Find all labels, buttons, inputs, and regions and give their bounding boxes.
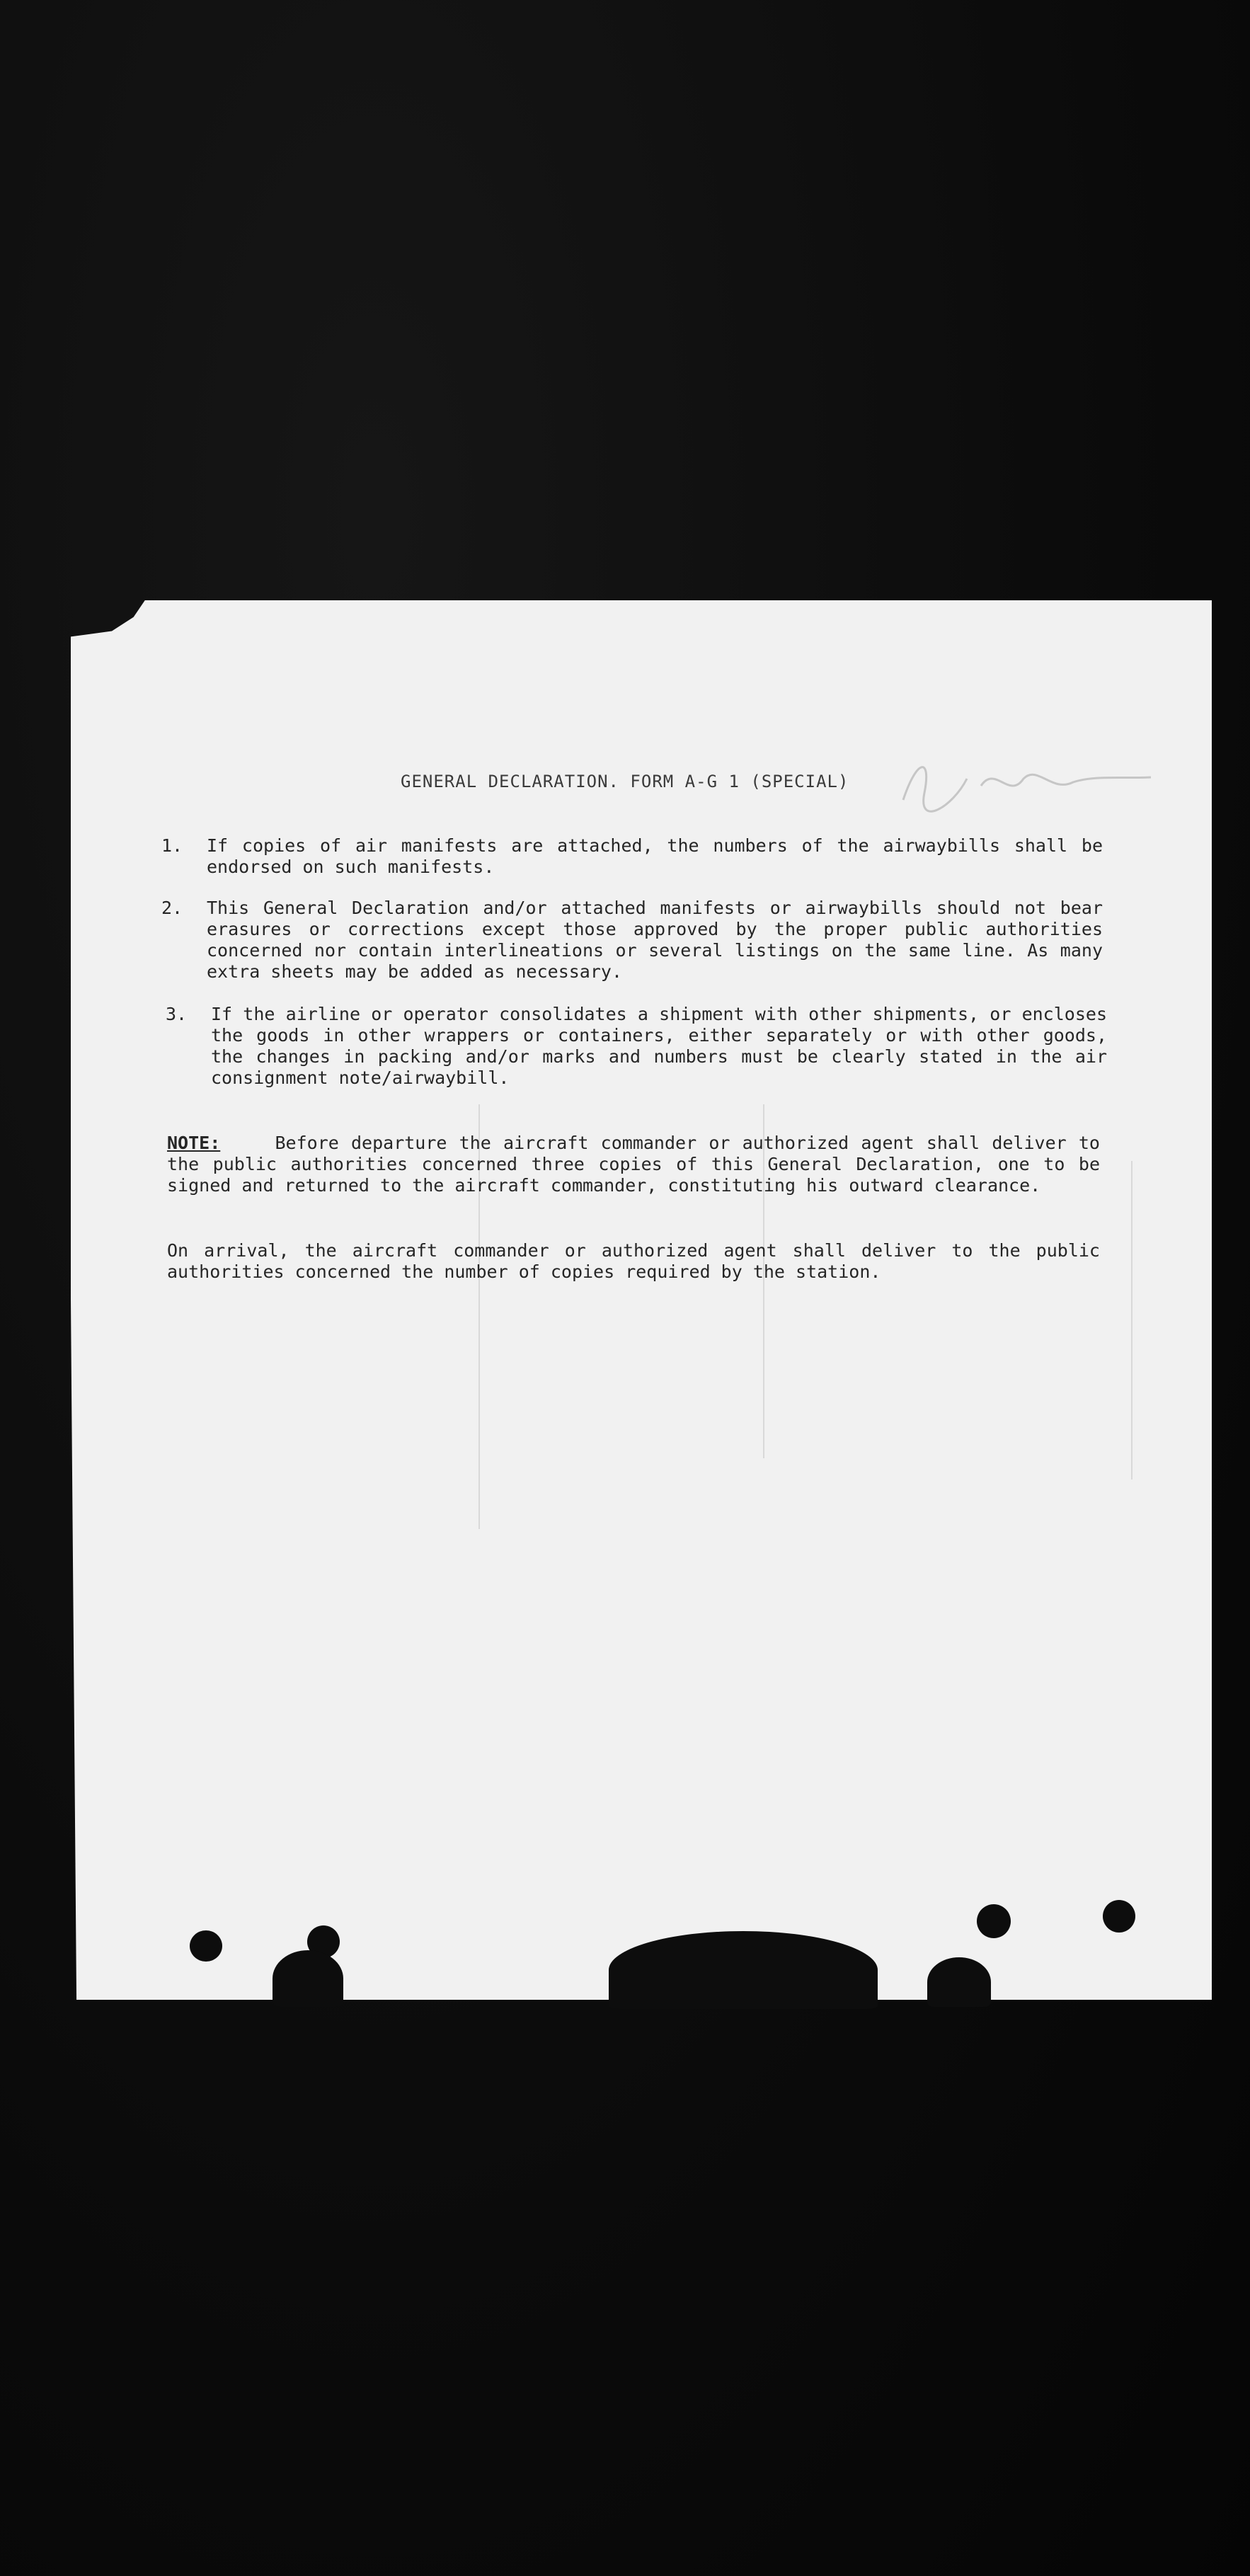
- note-paragraph: [167, 1133, 1100, 1196]
- document-title: GENERAL DECLARATION. FORM A-G 1 (SPECIAL): [401, 772, 849, 791]
- list-item: [166, 1004, 1107, 1089]
- torn-edge: [927, 1957, 991, 2007]
- list-item-text: This General Declaration and/or attached manifests or airwaybills should not bear erasures or corrections except those approved by the proper public authorities concerned nor contain interlineations or several listings on the same line. As many extra sheets may be added as necessary.: [207, 898, 1103, 982]
- list-item-number: 3.: [166, 1004, 188, 1024]
- torn-edge: [609, 1931, 878, 2009]
- punch-hole: [190, 1930, 222, 1962]
- list-item-number: 2.: [161, 898, 183, 918]
- note-text: Before departure the aircraft commander or authorized agent shall deliver to the public authorities concerned three copies of this General Declaration, one to be signed and returned to the aircraft commander, constituting his outward clearance.: [167, 1133, 1100, 1196]
- punch-hole: [1103, 1900, 1135, 1933]
- list-item-text: If the airline or operator consolidates a shipment with other shipments, or encloses the goods in other wrappers or containers, either separately or with other goods, the changes in packing and/or marks and numbers must be clearly stated in the air consignment note/airwaybill.: [211, 1004, 1107, 1088]
- list-item-text: If copies of air manifests are attached, the numbers of the airwaybills shall be endorsed on such manifests.: [207, 835, 1103, 877]
- arrival-paragraph: On arrival, the aircraft commander or authorized agent shall deliver to the public authorities concerned the number of copies required by the station.: [167, 1240, 1100, 1282]
- list-item: [161, 898, 1103, 983]
- note-label: NOTE:: [167, 1133, 221, 1153]
- torn-edge: [273, 1950, 343, 2007]
- punch-hole: [977, 1904, 1011, 1938]
- list-item-number: 1.: [161, 835, 183, 856]
- list-item: [161, 835, 1103, 878]
